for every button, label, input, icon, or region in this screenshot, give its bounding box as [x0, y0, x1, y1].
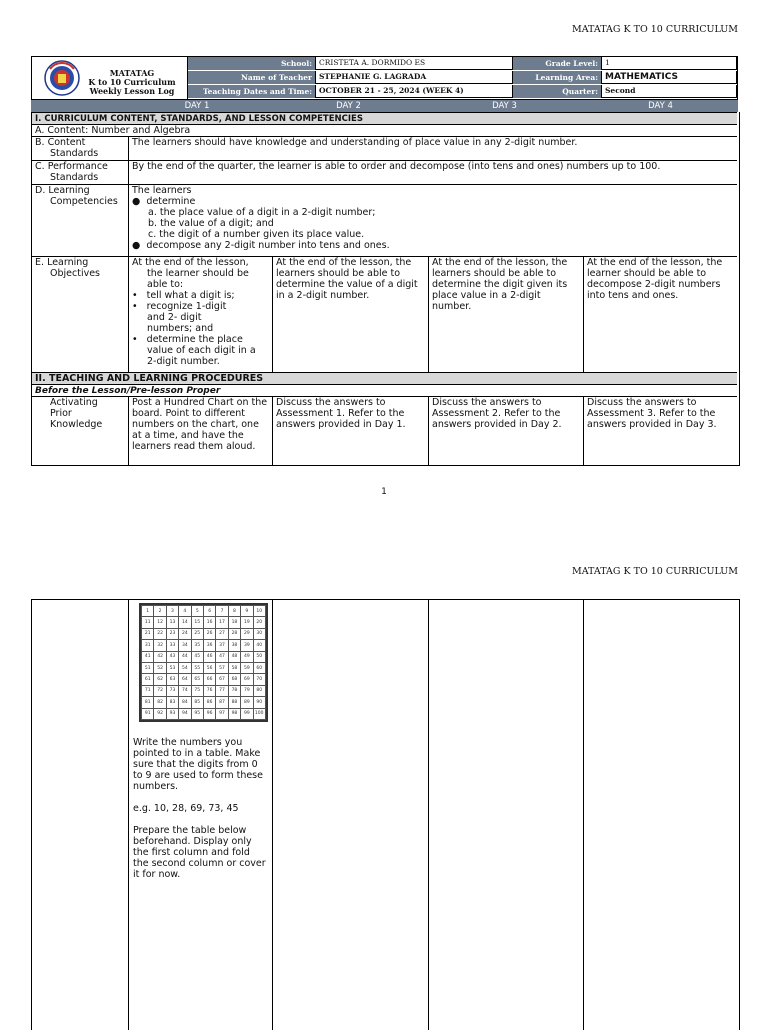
hundred-chart — [139, 603, 268, 722]
hundred-chart-cell: 16 — [203, 617, 215, 628]
quarter-value: Second — [601, 85, 737, 98]
hundred-chart-cell: 4 — [179, 606, 191, 617]
area-value: MATHEMATICS — [601, 71, 737, 84]
content-standards-label — [32, 136, 128, 160]
before-lesson-heading: Before the Lesson/Pre-lesson Proper — [32, 384, 737, 396]
dates-value: OCTOBER 21 - 25, 2024 (WEEK 4) — [315, 85, 513, 98]
grade-value: 1 — [601, 57, 737, 70]
hundred-chart-cell: 1 — [142, 606, 154, 617]
hundred-chart-cell: 45 — [191, 651, 203, 662]
act-label-2: Prior — [50, 408, 72, 419]
hundred-chart-cell: 38 — [228, 640, 240, 651]
hundred-chart-cell: 77 — [216, 685, 228, 696]
hundred-chart-cell: 81 — [142, 697, 154, 708]
obj-item-3-text: determine the place — [146, 334, 243, 345]
page-2-table — [31, 599, 740, 1030]
hundred-chart-cell: 86 — [203, 697, 215, 708]
hundred-chart-cell: 55 — [191, 662, 203, 673]
learning-competencies-text — [128, 184, 737, 256]
hundred-chart-cell: 68 — [228, 674, 240, 685]
teacher-value: STEPHANIE G. LAGRADA — [315, 71, 513, 84]
hundred-chart-row — [142, 651, 266, 662]
grade-label: Grade Level: — [513, 57, 601, 70]
hundred-chart-cell: 64 — [179, 674, 191, 685]
logo-text — [76, 69, 188, 96]
label-letter: D. — [35, 185, 46, 196]
obj-intro-3: able to: — [147, 279, 184, 290]
hundred-chart-cell: 10 — [253, 606, 265, 617]
hundred-chart-cell: 2 — [154, 606, 166, 617]
hundred-chart-cell: 17 — [216, 617, 228, 628]
hundred-chart-cell: 62 — [154, 674, 166, 685]
obj-item-2-text: recognize 1-digit — [146, 301, 227, 312]
hundred-chart-cell: 89 — [241, 697, 253, 708]
hundred-chart-cell: 91 — [142, 708, 154, 719]
hundred-chart-cell: 84 — [179, 697, 191, 708]
hundred-chart-cell: 23 — [166, 628, 178, 639]
label-letter: C. — [35, 161, 45, 172]
competency-bullet-2: ● decompose any 2-digit number into tens and ones. — [132, 240, 390, 251]
hundred-chart-cell: 90 — [253, 697, 265, 708]
activating-day-2: Discuss the answers to Assessment 1. Refer to the answers provided in Day 1. — [272, 396, 428, 465]
hundred-chart-cell: 44 — [179, 651, 191, 662]
hundred-chart-cell: 99 — [241, 708, 253, 719]
hundred-chart-cell: 70 — [253, 674, 265, 685]
hundred-chart-cell: 31 — [142, 640, 154, 651]
header-row-3 — [188, 85, 737, 98]
hundred-chart-cell: 41 — [142, 651, 154, 662]
hundred-chart-cell: 49 — [241, 651, 253, 662]
learning-competencies-label — [32, 184, 128, 256]
act-label-1: Activating — [50, 397, 98, 408]
activating-day-4: Discuss the answers to Assessment 3. Refer to the answers provided in Day 3. — [583, 396, 737, 465]
day-3-header: DAY 3 — [492, 101, 517, 111]
obj-item-2: • recognize 1-digit — [132, 301, 227, 312]
hundred-chart-cell: 12 — [154, 617, 166, 628]
header-row-2 — [188, 71, 737, 84]
hundred-chart-cell: 34 — [179, 640, 191, 651]
performance-standards-text: By the end of the quarter, the learner is able to order and decompose (into tens and ones) numbers up to 100. — [128, 160, 737, 184]
hundred-chart-row — [142, 674, 266, 685]
hundred-chart-cell: 51 — [142, 662, 154, 673]
logo-line-2: K to 10 Curriculum — [88, 77, 176, 87]
day-4-header: DAY 4 — [648, 101, 673, 111]
hundred-chart-cell: 56 — [203, 662, 215, 673]
obj-intro-1: At the end of the lesson, — [132, 257, 249, 268]
hundred-chart-cell: 7 — [216, 606, 228, 617]
learning-objectives-label — [32, 256, 128, 372]
hundred-chart-row — [142, 662, 266, 673]
hundred-chart-cell: 29 — [241, 628, 253, 639]
section-2-heading: II. TEACHING AND LEARNING PROCEDURES — [32, 372, 737, 384]
hundred-chart-cell: 24 — [179, 628, 191, 639]
hundred-chart-cell: 28 — [228, 628, 240, 639]
hundred-chart-cell: 48 — [228, 651, 240, 662]
lesson-log-header — [31, 56, 738, 100]
dates-label: Teaching Dates and Time: — [188, 85, 315, 98]
deped-seal-icon — [44, 60, 80, 96]
hundred-chart-cell: 73 — [166, 685, 178, 696]
hundred-chart-cell: 46 — [203, 651, 215, 662]
hundred-chart-row — [142, 640, 266, 651]
hundred-chart-row — [142, 708, 266, 719]
performance-standards-label — [32, 160, 128, 184]
objectives-day-4: At the end of the lesson, the learner should be able to decompose 2-digit numbers into tens and ones. — [583, 256, 737, 372]
hundred-chart-cell: 8 — [228, 606, 240, 617]
hundred-chart-row — [142, 628, 266, 639]
activating-day-3: Discuss the answers to Assessment 2. Refer to the answers provided in Day 2. — [428, 396, 583, 465]
label-text-2: Competencies — [50, 196, 118, 207]
hundred-chart-cell: 60 — [253, 662, 265, 673]
section-1-heading: I. CURRICULUM CONTENT, STANDARDS, AND LESSON COMPETENCIES — [32, 112, 737, 124]
hundred-chart-cell: 78 — [228, 685, 240, 696]
objectives-day-3: At the end of the lesson, the learners should be able to determine the digit given its place value in a 2-digit number. — [428, 256, 583, 372]
hundred-chart-row — [142, 606, 266, 617]
page-2-day-3 — [428, 600, 583, 1030]
hundred-chart-cell: 39 — [241, 640, 253, 651]
hundred-chart-grid — [141, 605, 266, 720]
obj-item-3-line-2: value of each digit in a — [147, 345, 256, 356]
area-label: Learning Area: — [513, 71, 601, 84]
hundred-chart-cell: 14 — [179, 617, 191, 628]
hundred-chart-cell: 61 — [142, 674, 154, 685]
obj-item-2-line-2: and 2- digit — [147, 312, 202, 323]
activating-day-1: Post a Hundred Chart on the board. Point to different numbers on the chart, one at a time, and have the learners read them aloud. — [128, 396, 272, 465]
hundred-chart-cell: 40 — [253, 640, 265, 651]
label-letter: E. — [35, 257, 45, 268]
hundred-chart-cell: 54 — [179, 662, 191, 673]
hundred-chart-cell: 87 — [216, 697, 228, 708]
hundred-chart-cell: 25 — [191, 628, 203, 639]
label-text-2: Standards — [50, 148, 99, 159]
hundred-chart-cell: 21 — [142, 628, 154, 639]
hundred-chart-cell: 59 — [241, 662, 253, 673]
curriculum-header: MATATAG K TO 10 CURRICULUM — [571, 24, 738, 35]
curriculum-table — [31, 112, 740, 466]
hundred-chart-cell: 32 — [154, 640, 166, 651]
hundred-chart-cell: 79 — [241, 685, 253, 696]
competency-bullet-1-text: determine — [146, 196, 196, 207]
hundred-chart-cell: 75 — [191, 685, 203, 696]
page-2-day-1-text — [133, 737, 267, 880]
hundred-chart-cell: 100 — [253, 708, 265, 719]
hundred-chart-cell: 66 — [203, 674, 215, 685]
hundred-chart-cell: 57 — [216, 662, 228, 673]
instruction-paragraph-3: Prepare the table below beforehand. Display only the first column and fold the second column or cover it for now. — [133, 825, 266, 880]
hundred-chart-cell: 96 — [203, 708, 215, 719]
hundred-chart-cell: 97 — [216, 708, 228, 719]
hundred-chart-cell: 18 — [228, 617, 240, 628]
quarter-label: Quarter: — [513, 85, 601, 98]
obj-item-3-line-3: 2-digit number. — [147, 356, 220, 367]
hundred-chart-cell: 76 — [203, 685, 215, 696]
hundred-chart-cell: 63 — [166, 674, 178, 685]
logo-line-3: Weekly Lesson Log — [89, 86, 175, 96]
hundred-chart-cell: 27 — [216, 628, 228, 639]
hundred-chart-cell: 95 — [191, 708, 203, 719]
hundred-chart-cell: 13 — [166, 617, 178, 628]
header-row-1 — [188, 57, 737, 70]
hundred-chart-cell: 92 — [154, 708, 166, 719]
logo-cell — [32, 57, 188, 99]
example-numbers: e.g. 10, 28, 69, 73, 45 — [133, 803, 239, 814]
hundred-chart-cell: 72 — [154, 685, 166, 696]
hundred-chart-row — [142, 697, 266, 708]
hundred-chart-cell: 42 — [154, 651, 166, 662]
activating-prior-knowledge-label — [32, 396, 128, 465]
obj-intro-2: the learner should be — [147, 268, 249, 279]
hundred-chart-cell: 15 — [191, 617, 203, 628]
competency-sub-a: a. the place value of a digit in a 2-digit number; — [148, 207, 376, 218]
curriculum-header-page-2: MATATAG K TO 10 CURRICULUM — [571, 566, 738, 577]
hundred-chart-cell: 71 — [142, 685, 154, 696]
logo-line-1: MATATAG — [109, 68, 155, 78]
hundred-chart-row — [142, 685, 266, 696]
hundred-chart-cell: 30 — [253, 628, 265, 639]
hundred-chart-cell: 6 — [203, 606, 215, 617]
label-text-2: Standards — [50, 172, 99, 183]
hundred-chart-cell: 94 — [179, 708, 191, 719]
obj-item-3: • determine the place — [132, 334, 243, 345]
page-number: 1 — [381, 487, 387, 497]
hundred-chart-cell: 98 — [228, 708, 240, 719]
hundred-chart-cell: 20 — [253, 617, 265, 628]
hundred-chart-cell: 88 — [228, 697, 240, 708]
hundred-chart-cell: 37 — [216, 640, 228, 651]
hundred-chart-cell: 83 — [166, 697, 178, 708]
page-2-day-2 — [272, 600, 428, 1030]
instruction-paragraph-1: Write the numbers you pointed to in a table. Make sure that the digits from 0 to 9 are used to form these numbers. — [133, 737, 263, 792]
obj-item-2-line-3: numbers; and — [147, 323, 214, 334]
hundred-chart-cell: 35 — [191, 640, 203, 651]
label-text: Content — [47, 137, 86, 148]
hundred-chart-cell: 47 — [216, 651, 228, 662]
hundred-chart-cell: 22 — [154, 628, 166, 639]
hundred-chart-cell: 26 — [203, 628, 215, 639]
label-text-2: Objectives — [50, 268, 100, 279]
hundred-chart-cell: 36 — [203, 640, 215, 651]
day-header-row — [31, 100, 738, 112]
hundred-chart-cell: 52 — [154, 662, 166, 673]
hundred-chart-cell: 82 — [154, 697, 166, 708]
label-text: Learning — [48, 185, 90, 196]
label-text: Learning — [47, 257, 89, 268]
label-letter: B. — [35, 137, 45, 148]
competency-intro: The learners — [132, 185, 192, 196]
hundred-chart-cell: 33 — [166, 640, 178, 651]
hundred-chart-cell: 80 — [253, 685, 265, 696]
hundred-chart-cell: 9 — [241, 606, 253, 617]
hundred-chart-cell: 50 — [253, 651, 265, 662]
objectives-day-1 — [128, 256, 272, 372]
hundred-chart-cell: 85 — [191, 697, 203, 708]
obj-item-1: • tell what a digit is; — [132, 290, 235, 301]
competency-bullet-1: ● determine — [132, 196, 196, 207]
hundred-chart-cell: 11 — [142, 617, 154, 628]
school-label: School: — [188, 57, 315, 70]
content-standards-text: The learners should have knowledge and understanding of place value in any 2-digit number. — [128, 136, 737, 160]
day-1-header: DAY 1 — [184, 101, 210, 111]
label-text: Performance — [47, 161, 108, 172]
school-value: CRISTETA A. DORMIDO ES — [315, 57, 513, 70]
hundred-chart-cell: 74 — [179, 685, 191, 696]
competency-bullet-2-text: decompose any 2-digit number into tens and ones. — [146, 240, 390, 251]
content-row: A. Content: Number and Algebra — [32, 124, 737, 136]
page-2-label-column — [32, 600, 128, 1030]
page-2-day-4 — [583, 600, 737, 1030]
hundred-chart-cell: 67 — [216, 674, 228, 685]
hundred-chart-row — [142, 617, 266, 628]
hundred-chart-cell: 5 — [191, 606, 203, 617]
hundred-chart-cell: 58 — [228, 662, 240, 673]
objectives-day-2: At the end of the lesson, the learners should be able to determine the value of a digit in a 2-digit number. — [272, 256, 428, 372]
teacher-label: Name of Teacher — [188, 71, 315, 84]
hundred-chart-cell: 43 — [166, 651, 178, 662]
hundred-chart-cell: 69 — [241, 674, 253, 685]
hundred-chart-cell: 53 — [166, 662, 178, 673]
hundred-chart-cell: 19 — [241, 617, 253, 628]
day-2-header: DAY 2 — [336, 101, 361, 111]
competency-sub-c: c. the digit of a number given its place value. — [148, 229, 365, 240]
obj-item-1-text: tell what a digit is; — [146, 290, 235, 301]
hundred-chart-cell: 65 — [191, 674, 203, 685]
competency-sub-b: b. the value of a digit; and — [148, 218, 274, 229]
hundred-chart-cell: 3 — [166, 606, 178, 617]
hundred-chart-cell: 93 — [166, 708, 178, 719]
act-label-3: Knowledge — [50, 419, 103, 430]
